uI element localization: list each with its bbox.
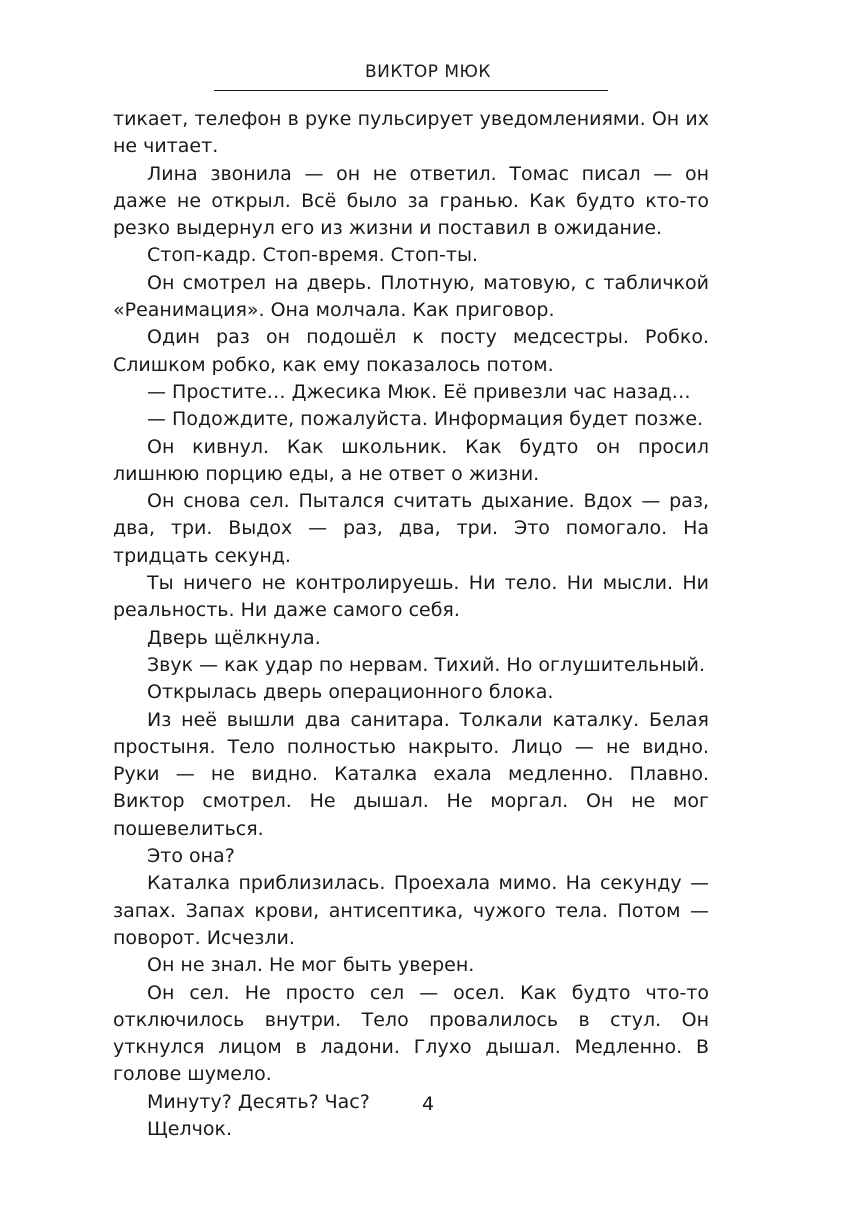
paragraph: Дверь щёлкнула. xyxy=(147,626,321,649)
paragraph: Стоп-кадр. Стоп-время. Стоп-ты. xyxy=(147,244,479,267)
paragraph: Из неё вышли два санитара. Толкали каталку. Белая простыня. Тело полностью накрыто. Лицо — не видно. Руки — не видно. Каталка ехала медленно. Плавно. Виктор смотрел. Не дышал. Не моргал. Он не мог пошевелиться. xyxy=(113,708,709,840)
paragraph: Он смотрел на дверь. Плотную, матовую, с табличкой «Реанимация». Она молчала. Как приговор. xyxy=(113,271,709,322)
paragraph: Он кивнул. Как школьник. Как будто он просил лишнюю порцию еды, а не ответ о жизни. xyxy=(113,435,709,485)
paragraph: Ты ничего не контролируешь. Ни тело. Ни мысли. Ни реальность. Ни даже самого себя. xyxy=(113,572,709,622)
paragraph: Он сел. Не просто сел — осел. Как будто что-то отключилось внутри. Тело провалилось в стул. Он уткнулся лицом в ладони. Глухо дышал. Медленно. В голове шумело. xyxy=(113,981,709,1086)
dialogue-line: — Простите… Джесика Мюк. Её привезли час назад… xyxy=(147,380,691,403)
paragraph: Один раз он подошёл к посту медсестры. Робко. Слишком робко, как ему показалось потом. xyxy=(113,326,709,376)
paragraph: Щелчок. xyxy=(147,1117,232,1140)
paragraph: Это она? xyxy=(147,845,235,868)
paragraph: Минуту? Десять? Час? xyxy=(147,1090,370,1113)
paragraph: Лина звонила — он не ответил. Томас писал — он даже не открыл. Всё было за гранью. Как будто кто-то резко выдернул его из жизни и поставил в ожидание. xyxy=(113,162,709,240)
running-header: ВИКТОР МЮК xyxy=(365,62,491,82)
page-body xyxy=(113,106,709,1143)
header-rule xyxy=(214,90,608,91)
paragraph: Он не знал. Не мог быть уверен. xyxy=(147,954,475,977)
paragraph: Он снова сел. Пытался считать дыхание. Вдох — раз, два, три. Выдох — раз, два, три. Это помогало. На тридцать секунд. xyxy=(113,490,709,567)
page-number: 4 xyxy=(421,1093,435,1115)
paragraph: тикает, телефон в руке пульсирует уведомлениями. Он их не читает. xyxy=(113,108,709,158)
paragraph: Каталка приблизилась. Проехала мимо. На секунду — запах. Запах крови, антисептика, чужого тела. Потом — поворот. Исчезли. xyxy=(113,872,709,949)
dialogue-line: — Подождите, пожалуйста. Информация будет позже. xyxy=(147,408,704,431)
paragraph: Звук — как удар по нервам. Тихий. Но оглушительный. xyxy=(147,653,706,676)
paragraph: Открылась дверь операционного блока. xyxy=(147,681,554,704)
